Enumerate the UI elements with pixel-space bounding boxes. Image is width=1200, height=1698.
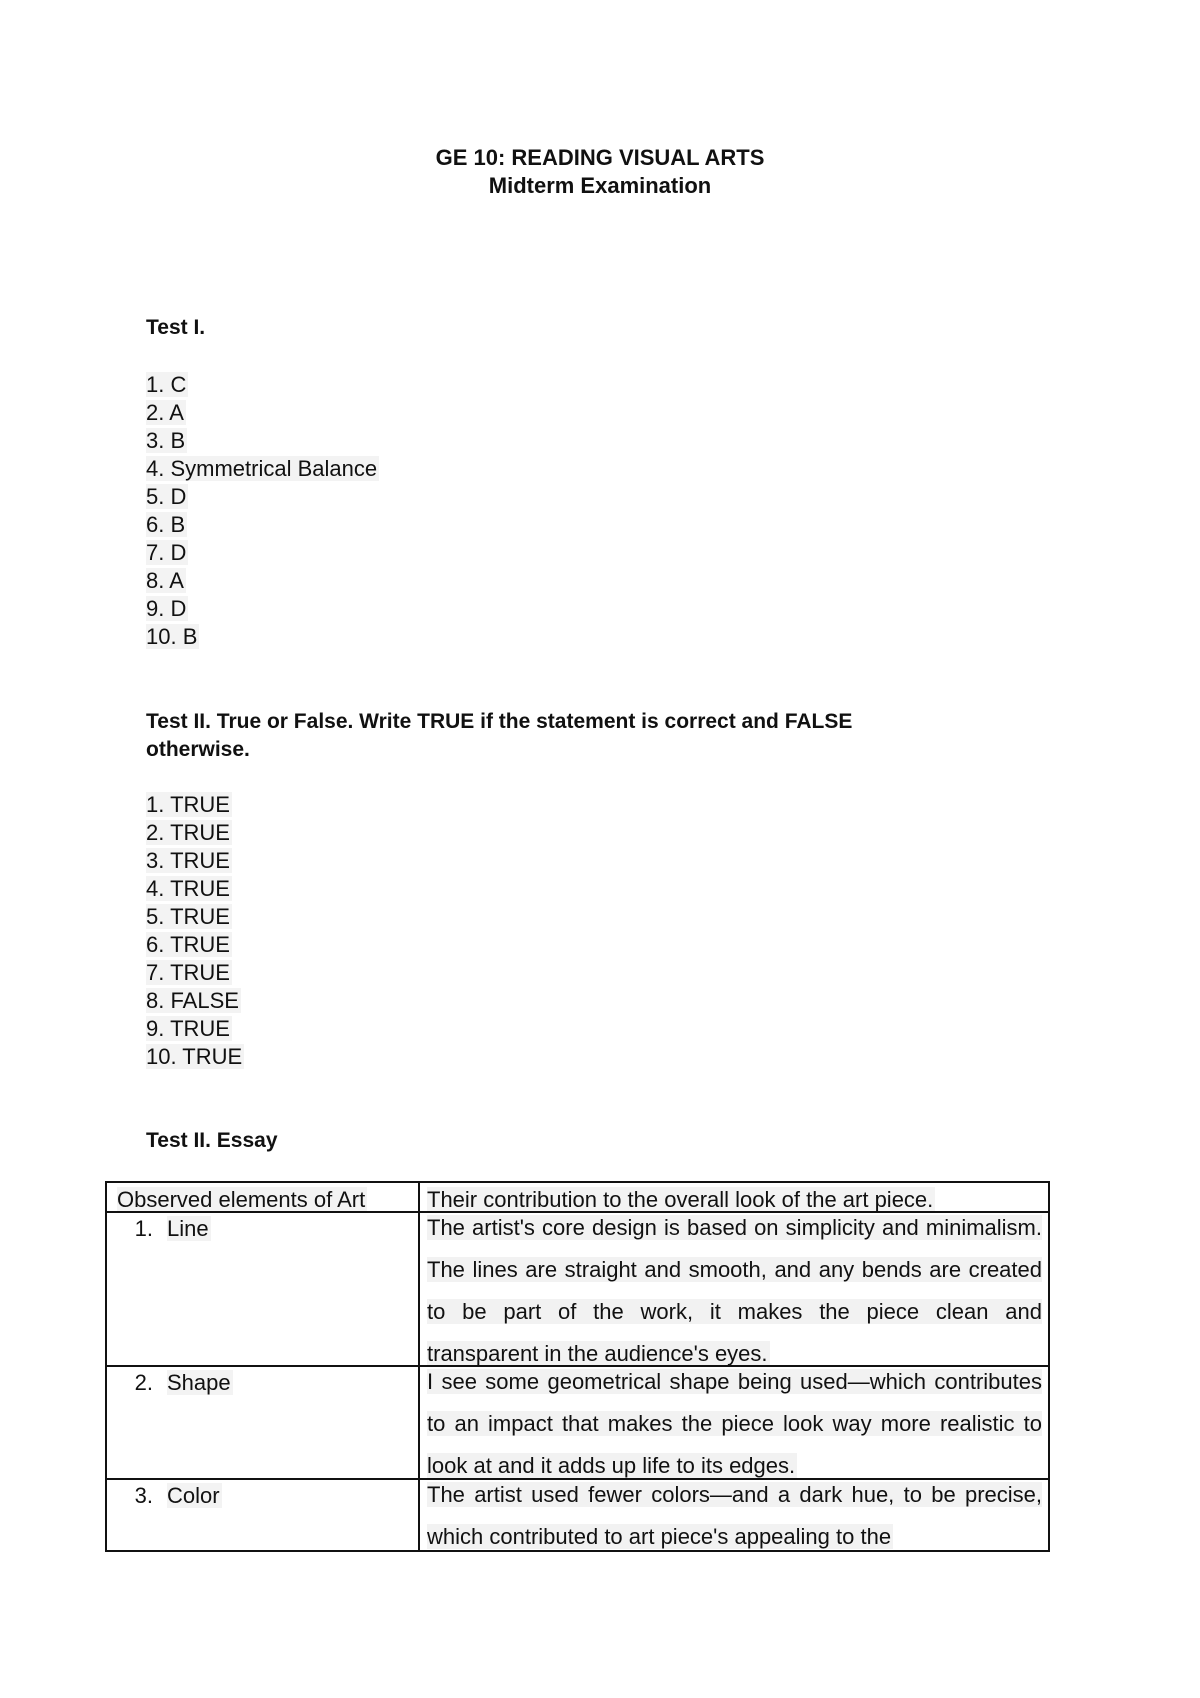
- list-item: 4. TRUE: [146, 876, 230, 901]
- table-row: 3. Color: [134, 1483, 220, 1508]
- list-item: 5. TRUE: [146, 904, 230, 929]
- contribution-text: The artist used fewer colors—and a dark hue, to be precise, which contributed to art piece's appealing to the: [427, 1482, 1042, 1549]
- essay-table: [105, 1181, 1050, 1552]
- list-item: 5. D: [146, 484, 187, 509]
- course-title: GE 10: READING VISUAL ARTS: [435, 145, 765, 170]
- row-divider: [107, 1211, 418, 1213]
- list-item: 3. TRUE: [146, 848, 230, 873]
- col2-header: Their contribution to the overall look of the art piece.: [427, 1187, 934, 1212]
- element-name: Line: [167, 1216, 209, 1241]
- contribution-text: I see some geometrical shape being used—which contributes to an impact that makes the piece look way more realistic to look at and it adds up life to its edges.: [427, 1369, 1042, 1478]
- element-name: Shape: [167, 1370, 231, 1395]
- col1-header: Observed elements of Art: [117, 1187, 366, 1212]
- list-item: 10. B: [146, 624, 198, 649]
- list-item: 1. C: [146, 372, 187, 397]
- list-item: 2. A: [146, 400, 184, 425]
- test2-heading-line2: otherwise.: [146, 738, 250, 761]
- list-item: 3. B: [146, 428, 186, 453]
- list-item: 2. TRUE: [146, 820, 230, 845]
- table-row: 1. Line: [134, 1216, 209, 1241]
- list-item: 8. FALSE: [146, 988, 239, 1013]
- list-item: 9. D: [146, 596, 187, 621]
- row-divider: [107, 1365, 418, 1367]
- contribution-text: The artist's core design is based on simplicity and minimalism. The lines are straight and smooth, and any bends are created to be part of the work, it makes the piece clean and transparent in the audience's eyes.: [427, 1215, 1042, 1366]
- test1-answer-list: [146, 371, 379, 651]
- test2-heading-line1: Test II. True or False. Write TRUE if the statement is correct and FALSE: [146, 710, 853, 733]
- list-item: 4. Symmetrical Balance: [146, 456, 378, 481]
- element-name: Color: [167, 1483, 220, 1508]
- table-row: 2. Shape: [134, 1370, 231, 1395]
- list-item: 6. TRUE: [146, 932, 230, 957]
- essay-heading: Test II. Essay: [146, 1129, 278, 1152]
- list-item: 9. TRUE: [146, 1016, 230, 1041]
- row-divider: [107, 1478, 418, 1480]
- test2-answer-list: [146, 791, 244, 1071]
- list-item: 1. TRUE: [146, 792, 230, 817]
- list-item: 8. A: [146, 568, 184, 593]
- test1-heading: Test I.: [146, 316, 206, 339]
- exam-title: Midterm Examination: [488, 173, 712, 198]
- list-item: 10. TRUE: [146, 1044, 243, 1069]
- list-item: 6. B: [146, 512, 186, 537]
- list-item: 7. D: [146, 540, 187, 565]
- list-item: 7. TRUE: [146, 960, 230, 985]
